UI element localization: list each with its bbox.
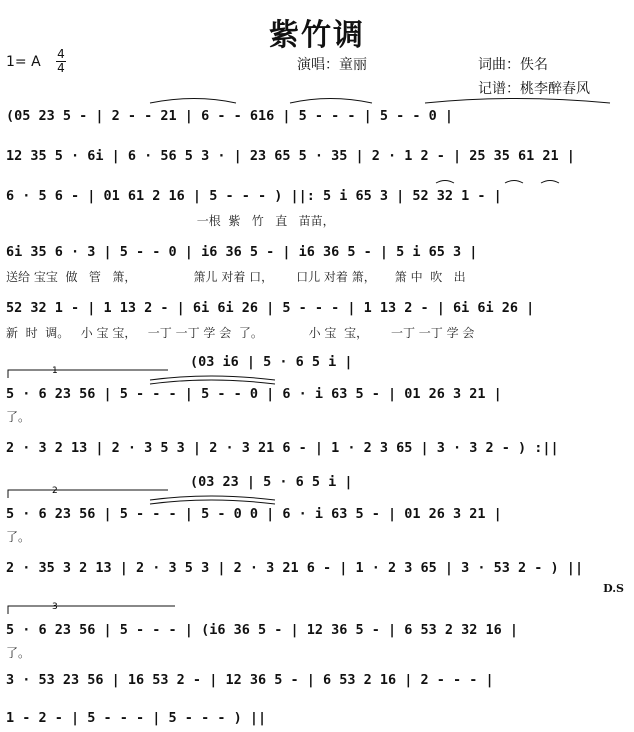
slur xyxy=(425,99,610,104)
song-title: 紫竹调 xyxy=(269,18,365,53)
score-line-4: 6i 35 6 · 3 | 5 - - 0 | i6 36 5 - | i6 36 5 - | 5 i 65 3 | xyxy=(6,244,478,260)
composer-credit: 词曲：佚名 xyxy=(478,57,548,73)
score-line-8: 5 · 6 23 56 | 5 - - - | 5 - 0 0 | 6 · i 63 5 - | 01 26 3 21 | xyxy=(6,506,502,522)
lyric-line-6: 了。 xyxy=(6,646,31,660)
slur xyxy=(150,380,275,384)
singer-credit: 演唱：童丽 xyxy=(297,57,367,73)
slur xyxy=(150,496,275,500)
score-line-9: 2 · 35 3 2 13 | 2 · 3 5 3 | 2 · 3 21 6 - | 1 · 2 3 65 | 3 · 53 2 - ) || xyxy=(6,560,584,576)
score-line-3: 6 · 5 6 - | 01 61 2 16 | 5 - - - ) ||: 5 i 65 3 | 52 32 1 - | xyxy=(6,188,502,204)
slur xyxy=(150,99,236,104)
volta-3-label: 3 xyxy=(52,602,58,612)
slur xyxy=(290,99,372,104)
score-line-2: 12 35 5 · 6i | 6 · 56 5 3 · | 23 65 5 · 35 | 2 · 1 2 - | 25 35 61 21 | xyxy=(6,148,575,164)
slur xyxy=(150,376,275,380)
interlude-2: (03 23 | 5 · 6 5 i | xyxy=(190,474,353,490)
ds-marking: D.S xyxy=(603,582,624,595)
lyric-line-2: 送给 宝宝 做 管 箫， 箫儿 对着 口， 口儿 对着 箫， 箫 中 吹 出 xyxy=(6,270,466,284)
score-line-5: 52 32 1 - | 1 13 2 - | 6i 6i 26 | 5 - - - | 1 13 2 - | 6i 6i 26 | xyxy=(6,300,535,316)
slur xyxy=(541,181,559,184)
time-signature-top: 4 xyxy=(57,47,65,61)
slur xyxy=(505,181,523,184)
key-signature: 1= A xyxy=(6,54,41,70)
volta-1-label: 1 xyxy=(52,366,58,376)
slur xyxy=(150,500,275,504)
score-line-1: (05 23 5 - | 2 - - 21 | 6 - - 616 | 5 - - - | 5 - - 0 | xyxy=(6,108,454,124)
slur xyxy=(436,181,454,184)
lyric-line-5: 了。 xyxy=(6,530,31,544)
score-line-6: 5 · 6 23 56 | 5 - - - | 5 - - 0 | 6 · i 63 5 - | 01 26 3 21 | xyxy=(6,386,502,402)
time-signature xyxy=(56,49,66,74)
volta-2-label: 2 xyxy=(52,486,58,496)
score-line-12: 1 - 2 - | 5 - - - | 5 - - - ) || xyxy=(6,710,267,726)
lyric-line-4: 了。 xyxy=(6,410,31,424)
transcriber-credit: 记谱：桃李醉春风 xyxy=(478,81,590,97)
volta-bracket xyxy=(8,370,168,378)
score-line-11: 3 · 53 23 56 | 16 53 2 - | 12 36 5 - | 6 53 2 16 | 2 - - - | xyxy=(6,672,494,688)
volta-bracket xyxy=(8,606,175,614)
lyric-line-3: 新 时 调。 小 宝 宝， 一丁 一丁 学 会 了。 小 宝 宝， 一丁 一丁 学 会 xyxy=(6,326,475,340)
interlude-1: (03 i6 | 5 · 6 5 i | xyxy=(190,354,353,370)
lyric-line-1: 一根 紫 竹 直 苗苗， xyxy=(6,214,335,228)
score-line-7: 2 · 3 2 13 | 2 · 3 5 3 | 2 · 3 21 6 - | 1 · 2 3 65 | 3 · 3 2 - ) :|| xyxy=(6,440,559,456)
volta-bracket xyxy=(8,490,168,498)
score-line-10: 5 · 6 23 56 | 5 - - - | (i6 36 5 - | 12 36 5 - | 6 53 2 32 16 | xyxy=(6,622,519,638)
time-signature-bottom: 4 xyxy=(57,61,65,75)
